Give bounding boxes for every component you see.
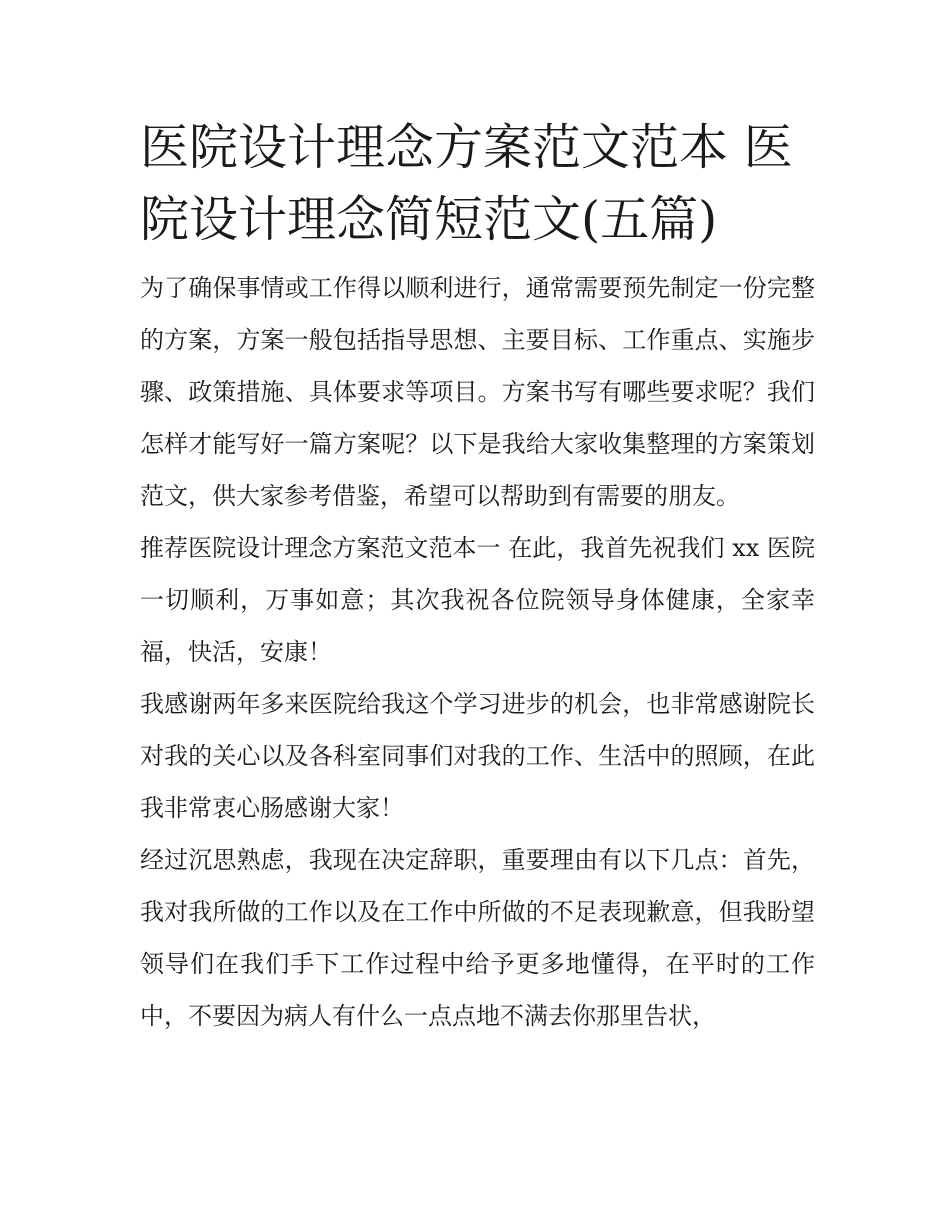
paragraph-list [140,262,815,1042]
document-body [140,112,815,1042]
paragraph-intro: 为了确保事情或工作得以顺利进行，通常需要预先制定一份完整的方案，方案一般包括指导思想、主要目标、工作重点、实施步骤、政策措施、具体要求等项目。方案书写有哪些要求呢？我们怎样才能写好一篇方案呢？以下是我给大家收集整理的方案策划范文，供大家参考借鉴，希望可以帮助到有需要的朋友。 [140,274,815,510]
paragraph-greeting: 推荐医院设计理念方案范文范本一 在此，我首先祝我们 xx 医院一切顺利，万事如意；其次我祝各位院领导身体健康，全家幸福，快活，安康！ [140,534,815,666]
paragraph-reasons: 经过沉思熟虑，我现在决定辞职，重要理由有以下几点：首先，我对我所做的工作以及在工作中所做的不足表现歉意，但我盼望领导们在我们手下工作过程中给予更多地懂得，在平时的工作中，不要因为病人有什么一点点地不满去你那里告状， [140,846,815,1030]
paragraph-thanks: 我感谢两年多来医院给我这个学习进步的机会，也非常感谢院长对我的关心以及各科室同事们对我的工作、生活中的照顾，在此我非常衷心肠感谢大家！ [140,690,815,822]
document-title: 医院设计理念方案范文范本 医院设计理念简短范文(五篇) [140,119,793,248]
